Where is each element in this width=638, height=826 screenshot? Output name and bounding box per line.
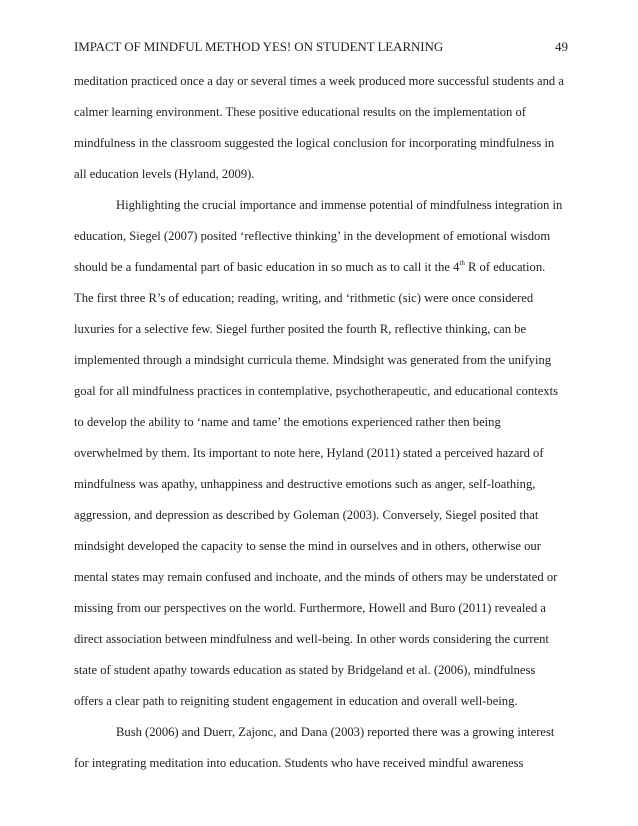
running-title: IMPACT OF MINDFUL METHOD YES! ON STUDENT LEARNING (74, 39, 444, 54)
ordinal-superscript: th (459, 259, 465, 267)
body-line: overwhelmed by them. Its important to note here, Hyland (2011) stated a perceived hazard of (74, 446, 544, 460)
body-line: state of student apathy towards education as stated by Bridgeland et al. (2006), mindfulness (74, 663, 536, 677)
body-line-with-superscript (74, 259, 574, 275)
body-line: calmer learning environment. These positive educational results on the implementation of (74, 105, 526, 119)
line-tail: R of education. (464, 260, 546, 274)
page-number: 49 (555, 39, 568, 54)
body-line: mental states may remain confused and inchoate, and the minds of others may be understated or (74, 570, 558, 584)
paragraph-first-line: Highlighting the crucial importance and immense potential of mindfulness integration in (116, 198, 563, 212)
body-line: all education levels (Hyland, 2009). (74, 167, 255, 181)
body-line: to develop the ability to ‘name and tame’ the emotions experienced rather then being (74, 415, 501, 429)
body-line: meditation practiced once a day or several times a week produced more successful students and a (74, 74, 564, 88)
body-line: goal for all mindfulness practices in contemplative, psychotherapeutic, and educational contexts (74, 384, 558, 398)
body-line: offers a clear path to reigniting student engagement in education and overall well-being. (74, 694, 518, 708)
body-line: mindfulness in the classroom suggested the logical conclusion for incorporating mindfulness in (74, 136, 555, 150)
paragraph-first-line: Bush (2006) and Duerr, Zajonc, and Dana (2003) reported there was a growing interest (116, 725, 555, 739)
body-line: The first three R’s of education; reading, writing, and ‘rithmetic (sic) were once considered (74, 291, 534, 305)
body-line: education, Siegel (2007) posited ‘reflective thinking’ in the development of emotional wisdom (74, 229, 551, 243)
body-line: aggression, and depression as described by Goleman (2003). Conversely, Siegel posited that (74, 508, 539, 522)
line-text: should be a fundamental part of basic education in so much as to call it the 4 (74, 260, 460, 274)
body-line: luxuries for a selective few. Siegel further posited the fourth R, reflective thinking, can be (74, 322, 527, 336)
body-line: implemented through a mindsight curricula theme. Mindsight was generated from the unifying (74, 353, 552, 367)
body-line: direct association between mindfulness and well-being. In other words considering the current (74, 632, 549, 646)
body-line: missing from our perspectives on the world. Furthermore, Howell and Buro (2011) revealed a (74, 601, 547, 615)
running-head (74, 38, 568, 56)
body-line: mindsight developed the capacity to sense the mind in ourselves and in others, otherwise our (74, 539, 541, 553)
body-line: for integrating meditation into education. Students who have received mindful awareness (74, 756, 524, 770)
body-line: mindfulness was apathy, unhappiness and destructive emotions such as anger, self-loathing, (74, 477, 536, 491)
